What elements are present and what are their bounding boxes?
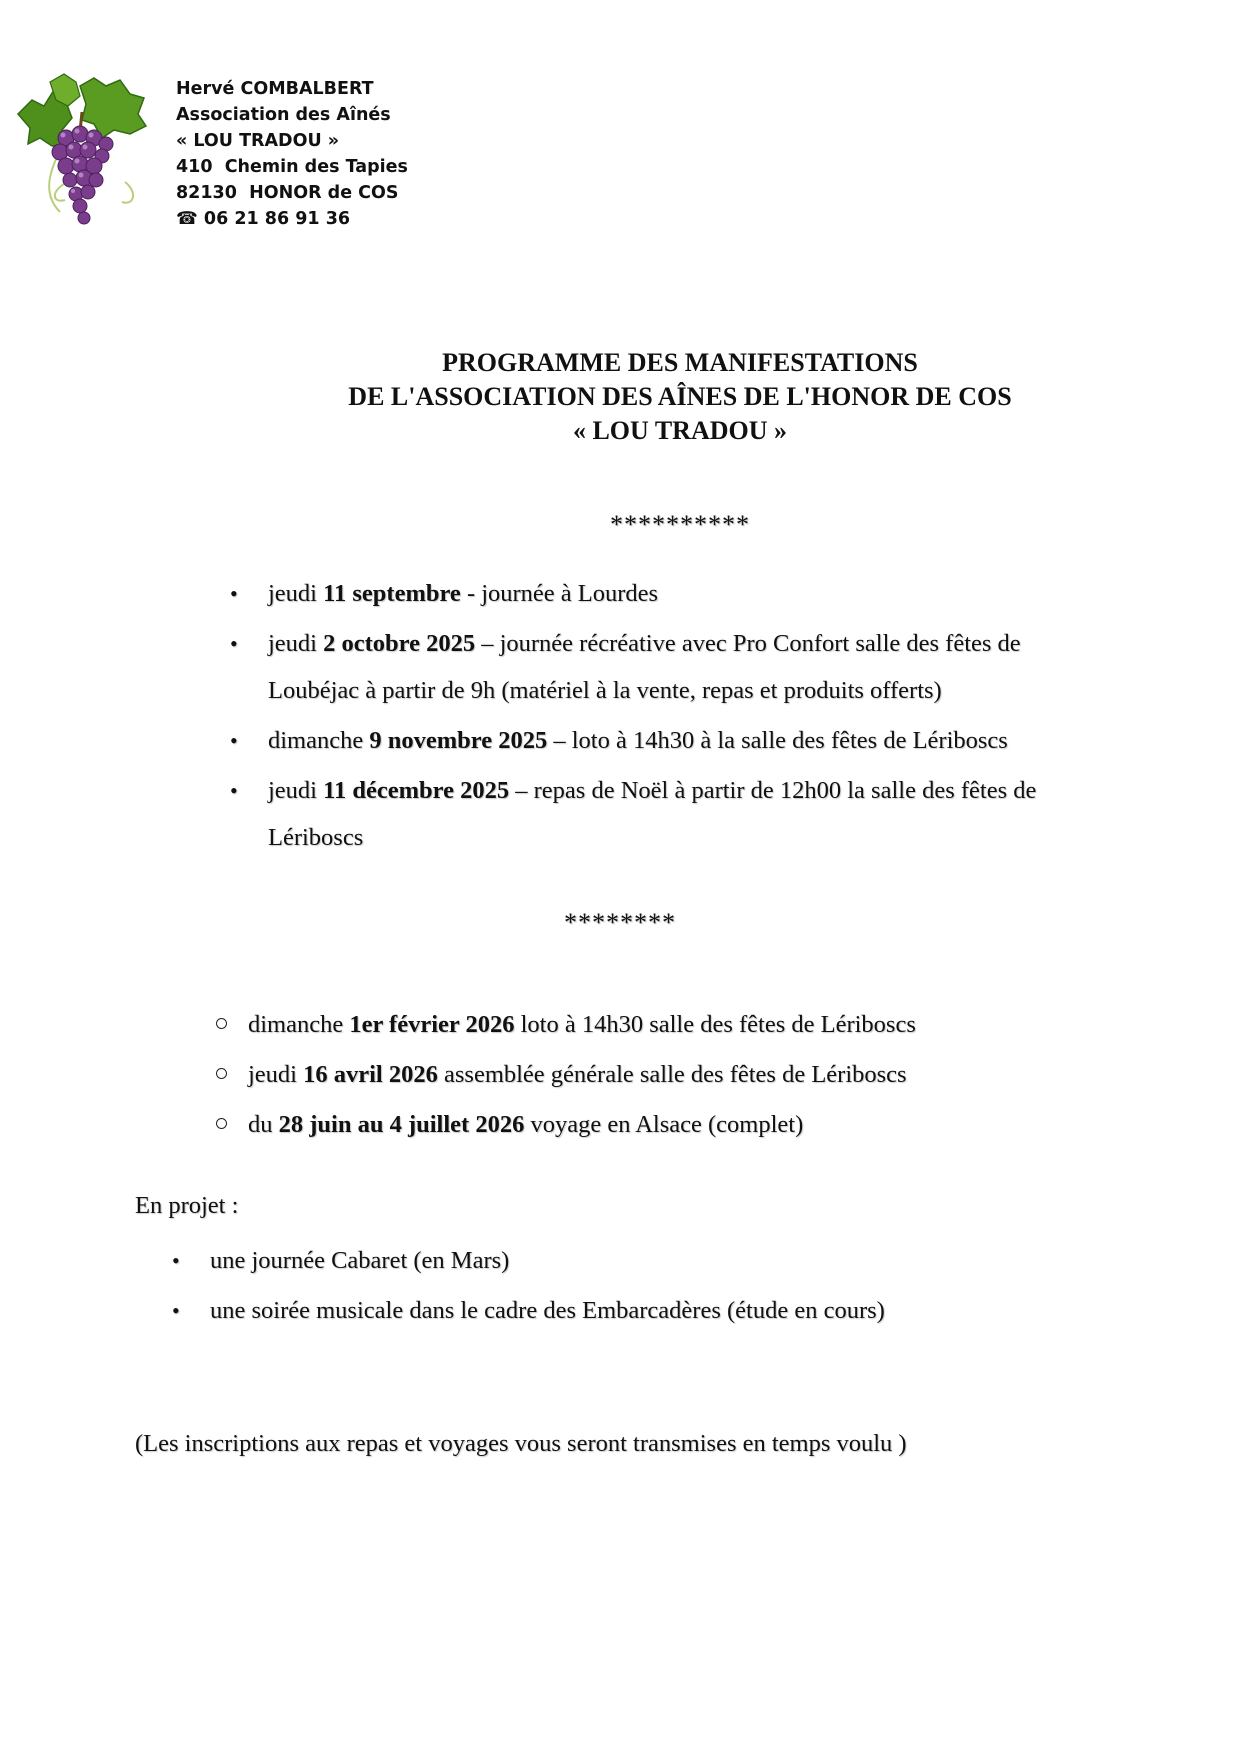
bullet-icon: • — [172, 1298, 180, 1323]
list-item: • une soirée musicale dans le cadre des Embarcadères (étude en cours) — [172, 1286, 1072, 1336]
sender-name: Hervé COMBALBERT — [176, 79, 374, 99]
phone-number: 06 21 86 91 36 — [203, 209, 351, 229]
grape-bunch-icon — [10, 72, 150, 230]
projects-heading: En projet : — [135, 1192, 239, 1219]
list-item: • jeudi 11 septembre - journée à Lourdes — [230, 570, 1110, 617]
list-item: • une journée Cabaret (en Mars) — [172, 1236, 1072, 1286]
event-date: 11 septembre — [323, 580, 461, 607]
separator-2: ******** — [564, 908, 676, 937]
list-item: • dimanche 9 novembre 2025 – loto à 14h30 à la salle des fêtes de Lériboscs — [230, 717, 1110, 764]
list-item: dimanche 1er février 2026 loto à 14h30 salle des fêtes de Lériboscs — [216, 1000, 1096, 1050]
circle-bullet-icon — [216, 1018, 227, 1029]
event-date: 2 octobre 2025 — [323, 630, 476, 657]
bullet-icon: • — [230, 778, 238, 803]
registration-note: (Les inscriptions aux repas et voyages vous seront transmises en temps voulu ) — [135, 1430, 907, 1457]
circle-bullet-icon — [216, 1068, 227, 1079]
bullet-icon: • — [230, 728, 238, 753]
sender-association: Association des Aînés — [176, 105, 391, 125]
bullet-icon: • — [172, 1248, 180, 1273]
sender-street: 410 Chemin des Tapies — [176, 157, 408, 177]
bullet-icon: • — [230, 581, 238, 606]
circle-bullet-icon — [216, 1118, 227, 1129]
events-2025-list — [230, 570, 1110, 864]
document-title — [0, 346, 1240, 448]
event-date: 16 avril 2026 — [303, 1061, 438, 1088]
sender-address — [176, 76, 408, 232]
telephone-icon: ☎ — [176, 209, 198, 229]
sender-city: 82130 HONOR de COS — [176, 183, 399, 203]
event-date: 11 décembre 2025 — [323, 777, 510, 804]
separator-1: ********** — [610, 510, 750, 539]
list-item: du 28 juin au 4 juillet 2026 voyage en Alsace (complet) — [216, 1100, 1096, 1150]
projects-list — [172, 1236, 1072, 1336]
title-line-2: DE L'ASSOCIATION DES AÎNES DE L'HONOR DE COS — [348, 382, 1012, 411]
list-item: • jeudi 11 décembre 2025 – repas de Noël à partir de 12h00 la salle des fêtes de Lériboscs — [230, 767, 1110, 861]
event-date: 28 juin au 4 juillet 2026 — [278, 1111, 525, 1138]
sender-association-name: « LOU TRADOU » — [176, 131, 340, 151]
events-2026-list — [216, 1000, 1096, 1150]
title-line-1: PROGRAMME DES MANIFESTATIONS — [442, 348, 918, 377]
list-item: jeudi 16 avril 2026 assemblée générale salle des fêtes de Lériboscs — [216, 1050, 1096, 1100]
bullet-icon: • — [230, 631, 238, 656]
event-date: 1er février 2026 — [349, 1011, 515, 1038]
sender-phone — [176, 206, 408, 232]
title-line-3: « LOU TRADOU » — [572, 416, 788, 445]
event-date: 9 novembre 2025 — [369, 727, 548, 754]
list-item: • jeudi 2 octobre 2025 – journée récréative avec Pro Confort salle des fêtes de Loubéjac à partir de 9h (matériel à la vente, repas et produits offerts) — [230, 620, 1110, 714]
